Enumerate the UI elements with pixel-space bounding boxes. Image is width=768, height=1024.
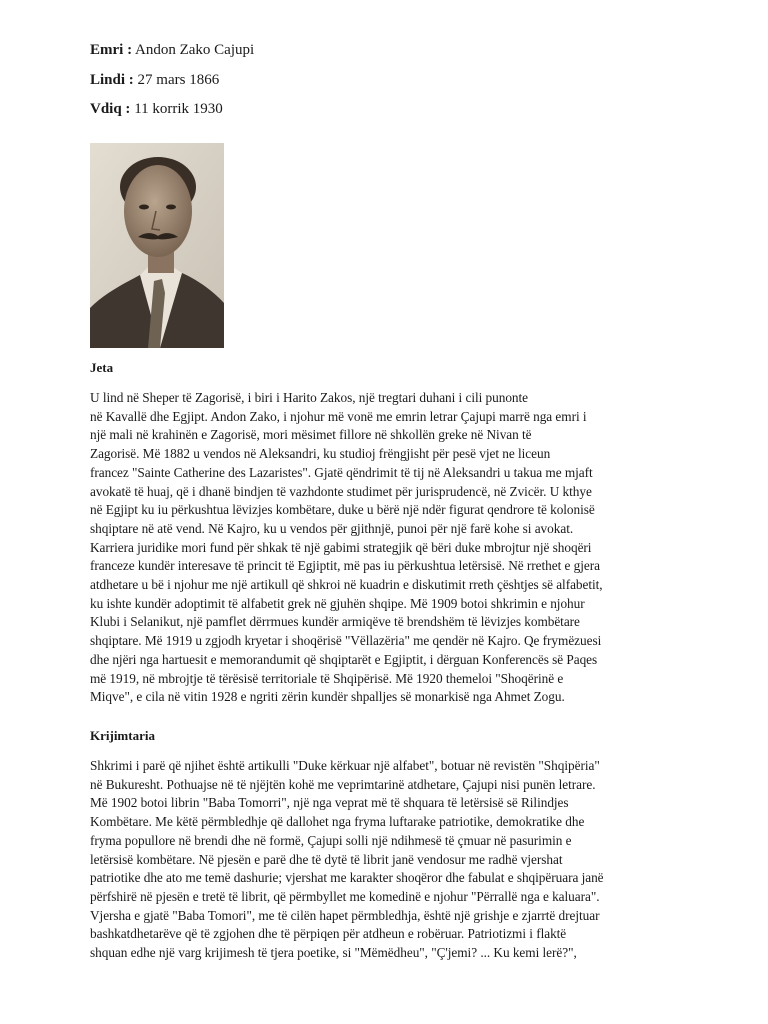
text-line: shqiptare. Më 1919 u zgjodh kryetar i shoqërisë "Vëllazëria" me qendër në Kajro. Qe frymëzuesi	[90, 633, 602, 649]
text-line: më 1919, në mbrojtje të tërësisë territoriale të Shqipërisë. Më 1920 themeloi "Shoqërinë e	[90, 670, 564, 686]
text-line: fryma popullore në brendi dhe në formë, Çajupi solli një ndihmesë të çmuar në pasurimin e	[90, 832, 572, 848]
section-title-jeta: Jeta	[90, 360, 114, 375]
text-line: në Bukuresht. Pothuajse në të njëjtën kohë me veprimtarinë atdhetare, Çajupi nisi punën letrare.	[90, 776, 596, 792]
text-line: Kombëtare. Me këtë përmbledhje që dallohet nga fryma luftarake patriotike, demokratike dhe	[90, 814, 585, 830]
text-line: bashkatdhetarëve që të zgjohen dhe të përpiqen për atdheun e robëruar. Patriotizmi i flaktë	[90, 926, 567, 942]
text-line: Vjersha e gjatë "Baba Tomori", me të cilën hapet përmbledhja, është një grishje e zjarrtë drejtuar	[90, 907, 600, 923]
text-line: shqiptare në atë vend. Në Kajro, ku u vendos për gjithnjë, punoi për një farë kohe si avokat.	[90, 520, 574, 536]
text-line: franceze kundër interesave të princit të Egjiptit, më pas iu përkushtua letërsisë. Në rrethet e gjera	[90, 558, 600, 574]
fact-died	[90, 100, 223, 118]
text-line: U lind në Sheper të Zagorisë, i biri i Harito Zakos, një tregtari duhani i cili punonte	[90, 390, 529, 405]
text-line: Zagorisë. Më 1882 u vendos në Aleksandri, ku studioj frëngjisht për pesë vjet ne liceun	[90, 446, 551, 462]
portrait-photo	[90, 143, 224, 348]
text-line: Shkrimi i parë që njihet është artikulli "Duke kërkuar një alfabet", botuar në revistën "Shqipëria"	[90, 758, 600, 773]
text-line: dhe njëri nga hartuesit e memorandumit që shqiptarët e Egjiptit, i dërguan Konferencës së Paqes	[90, 651, 598, 667]
text-line: avokatë të huaj, që i dhanë bindjen të vazhdonte studimet për jurisprudencë, në Zvicër. U kthye	[90, 483, 592, 499]
text-line: një mali në krahinën e Zagorisë, mori mësimet fillore në shkollën greke në Nivan të	[90, 427, 532, 443]
fact-value: 27 mars 1866	[137, 72, 220, 88]
fact-label: Vdiq :	[90, 101, 131, 117]
text-line: atdhetare u bë i njohur me një artikull që shkroi në kuadrin e diskutimit rreth çështjes së alfabetit,	[90, 577, 603, 593]
section-body-krijimtaria	[90, 757, 680, 963]
text-line: ku ishte kundër adoptimit të alfabetit grek në gjuhën shqipe. Më 1909 botoi shkrimin e njohur	[90, 595, 585, 611]
text-line: Më 1902 botoi librin "Baba Tomorri", një nga veprat më të shquara të letërsisë së Rilindjes	[90, 795, 569, 811]
portrait-illustration	[90, 143, 224, 348]
text-line: në Kavallë dhe Egjipt. Andon Zako, i njohur më vonë me emrin letrar Çajupi marrë nga emri i	[90, 408, 587, 424]
text-line: letërsisë kombëtare. Në pjesën e parë dhe të dytë të librit janë vendosur me radhë vjershat	[90, 851, 563, 867]
text-line: përfshirë në pjesën e tretë të librit, që përmbyllet me komedinë e njohur "Përrallë nga e kaluara".	[90, 888, 600, 904]
fact-label: Lindi :	[90, 72, 134, 88]
fact-label: Emri :	[90, 42, 133, 58]
section-title-krijimtaria: Krijimtaria	[90, 728, 155, 743]
text-line: patriotike dhe ato me temë dashurie; vjershat me karakter shoqëror dhe fabulat e shqipëruara janë	[90, 870, 604, 886]
text-line: në Egjipt ku iu përkushtua lëvizjes kombëtare, duke u bërë një ndër figurat qendrore të kolonisë	[90, 502, 595, 518]
fact-value: Andon Zako Cajupi	[135, 42, 255, 58]
text-line: Miqve", e cila në vitin 1928 e ngriti zërin kundër shpalljes së monarkisë nga Ahmet Zogu.	[90, 689, 565, 705]
text-line: francez "Sainte Catherine des Lazaristes". Gjatë qëndrimit të tij në Aleksandri u takua me mjaft	[90, 464, 593, 480]
text-line: Klubi i Selanikut, një pamflet dërrmues kundër armiqëve të brendshëm të lëvizjes kombëtare	[90, 614, 580, 630]
section-body-jeta	[90, 389, 680, 707]
text-line: shquan edhe një varg krijimesh të tjera poetike, si "Mëmëdheu", "Ç'jemi? ... Ku kemi lerë?",	[90, 945, 577, 961]
fact-name	[90, 41, 254, 59]
text-line: Karriera juridike mori fund për shkak të një gabimi strategjik që bëri duke mbrojtur një shoqëri	[90, 539, 592, 555]
fact-born	[90, 71, 219, 89]
fact-value: 11 korrik 1930	[134, 101, 223, 117]
